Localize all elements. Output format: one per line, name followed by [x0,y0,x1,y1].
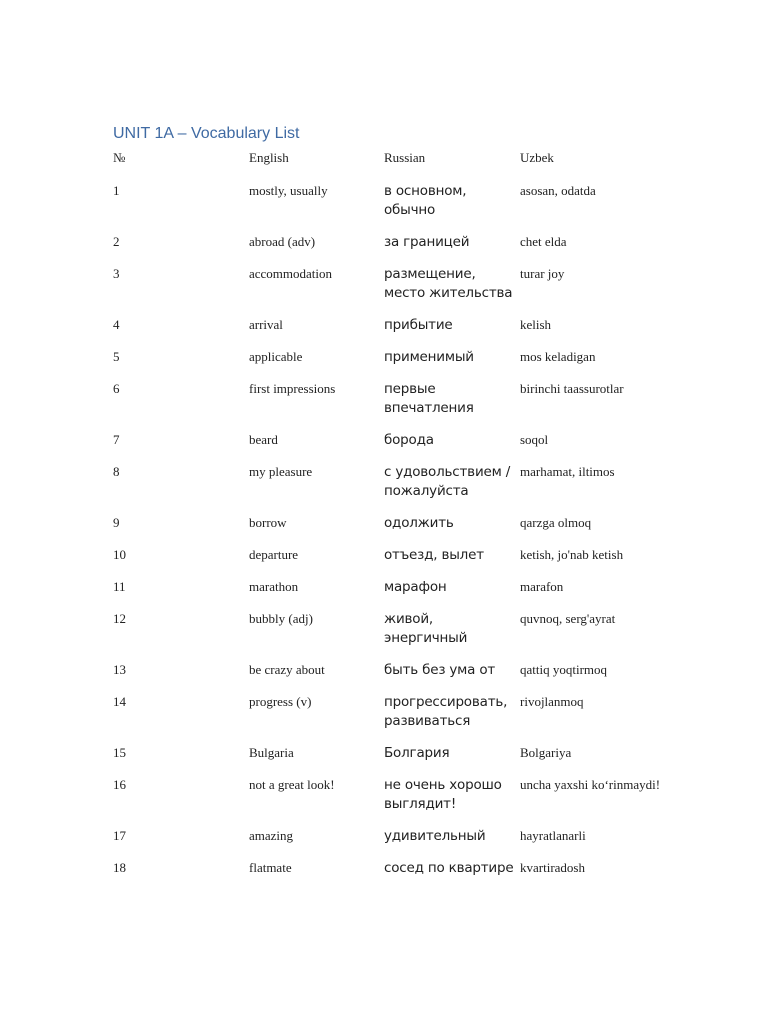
header-english: English [249,150,289,165]
uzbek-term: marhamat, iltimos [520,464,615,479]
row-number: 15 [113,745,126,760]
english-term: borrow [249,515,287,530]
russian-term: марафон [384,579,447,595]
english-term: first impressions [249,381,336,396]
table-header-row [113,150,673,182]
vocabulary-table [113,150,673,904]
row-number: 11 [113,579,126,594]
uzbek-term: asosan, odatda [520,183,596,198]
uzbek-term: qarzga olmoq [520,515,592,530]
english-term: not a great look! [249,777,335,792]
table-row [113,546,673,578]
table-row [113,265,673,316]
english-term: bubbly (adj) [249,611,313,626]
row-number: 16 [113,777,126,792]
uzbek-term: hayratlanarli [520,828,586,843]
table-row [113,431,673,463]
uzbek-term: marafon [520,579,564,594]
russian-term: размещение, место жительства [384,266,513,301]
row-number: 18 [113,860,126,875]
russian-term: за границей [384,234,470,250]
russian-term: одолжить [384,515,454,531]
uzbek-term: chet elda [520,234,567,249]
russian-term: борода [384,432,434,448]
russian-term: первые впечатления [384,381,474,416]
row-number: 6 [113,381,120,396]
row-number: 12 [113,611,126,626]
english-term: amazing [249,828,294,843]
row-number: 3 [113,266,120,281]
table-row [113,661,673,693]
russian-term: отъезд, вылет [384,547,484,563]
table-row [113,348,673,380]
row-number: 7 [113,432,120,447]
english-term: my pleasure [249,464,313,479]
table-row [113,233,673,265]
english-term: flatmate [249,860,292,875]
uzbek-term: ketish, jo'nab ketish [520,547,624,562]
uzbek-term: quvnoq, serg'ayrat [520,611,616,626]
english-term: be crazy about [249,662,325,677]
table-row [113,463,673,514]
english-term: marathon [249,579,299,594]
russian-term: с удовольствием / пожалуйста [384,464,511,499]
header-number: № [113,150,126,165]
row-number: 2 [113,234,120,249]
english-term: applicable [249,349,303,364]
uzbek-term: birinchi taassurotlar [520,381,624,396]
uzbek-term: kelish [520,317,552,332]
row-number: 14 [113,694,126,709]
row-number: 1 [113,183,120,198]
uzbek-term: soqol [520,432,549,447]
row-number: 9 [113,515,120,530]
table-row [113,514,673,546]
russian-term: применимый [384,349,474,365]
russian-term: в основном, обычно [384,183,467,218]
uzbek-term: turar joy [520,266,565,281]
russian-term: сосед по квартире [384,860,514,876]
russian-term: не очень хорошо выглядит! [384,777,502,812]
uzbek-term: qattiq yoqtirmoq [520,662,608,677]
english-term: accommodation [249,266,333,281]
english-term: abroad (adv) [249,234,316,249]
table-row [113,776,673,827]
russian-term: быть без ума от [384,662,496,678]
uzbek-term: Bolgariya [520,745,572,760]
table-row [113,827,673,859]
row-number: 5 [113,349,120,364]
page-title: UNIT 1A – Vocabulary List [113,125,300,142]
table-row [113,182,673,233]
uzbek-term: kvartiradosh [520,860,585,875]
table-row [113,578,673,610]
row-number: 8 [113,464,120,479]
table-row [113,380,673,431]
english-term: beard [249,432,278,447]
english-term: progress (v) [249,694,312,709]
english-term: departure [249,547,299,562]
row-number: 4 [113,317,120,332]
table-row [113,744,673,776]
table-row [113,316,673,348]
table-row [113,610,673,661]
header-uzbek: Uzbek [520,150,554,165]
english-term: arrival [249,317,283,332]
row-number: 17 [113,828,126,843]
russian-term: удивительный [384,828,486,844]
russian-term: прибытие [384,317,453,333]
uzbek-term: mos keladigan [520,349,596,364]
russian-term: Болгария [384,745,450,761]
row-number: 13 [113,662,126,677]
russian-term: живой, энергичный [384,611,468,646]
table-row [113,859,673,904]
row-number: 10 [113,547,126,562]
header-russian: Russian [384,150,426,165]
russian-term: прогрессировать, развиваться [384,694,508,729]
table-row [113,693,673,744]
english-term: Bulgaria [249,745,294,760]
english-term: mostly, usually [249,183,328,198]
uzbek-term: uncha yaxshi ko‘rinmaydi! [520,777,661,792]
uzbek-term: rivojlanmoq [520,694,584,709]
